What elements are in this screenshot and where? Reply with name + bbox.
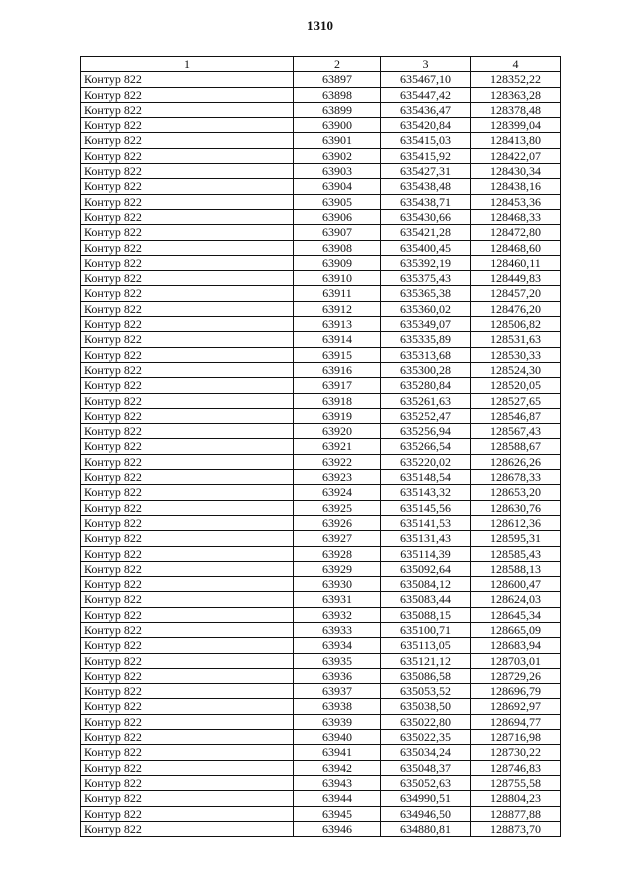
contour-name-cell: Контур 822: [81, 179, 294, 194]
contour-name-cell: Контур 822: [81, 148, 294, 163]
table-row: [81, 347, 561, 362]
y-coordinate-cell: 128694,77: [471, 714, 561, 729]
table-row: [81, 806, 561, 821]
contour-name-cell: Контур 822: [81, 546, 294, 561]
table-row: [81, 332, 561, 347]
y-coordinate-cell: 128453,36: [471, 194, 561, 209]
table-row: [81, 164, 561, 179]
x-coordinate-cell: 635447,42: [381, 87, 471, 102]
contour-name-cell: Контур 822: [81, 393, 294, 408]
contour-name-cell: Контур 822: [81, 301, 294, 316]
point-number-cell: 63909: [294, 255, 381, 270]
table-row: [81, 577, 561, 592]
point-number-cell: 63900: [294, 118, 381, 133]
x-coordinate-cell: 635335,89: [381, 332, 471, 347]
table-row: [81, 684, 561, 699]
y-coordinate-cell: 128729,26: [471, 668, 561, 683]
point-number-cell: 63930: [294, 577, 381, 592]
x-coordinate-cell: 635048,37: [381, 760, 471, 775]
coordinates-table: [80, 56, 561, 837]
header-col-3: 3: [381, 57, 471, 72]
point-number-cell: 63919: [294, 408, 381, 423]
y-coordinate-cell: 128468,60: [471, 240, 561, 255]
x-coordinate-cell: 635252,47: [381, 408, 471, 423]
point-number-cell: 63898: [294, 87, 381, 102]
point-number-cell: 63921: [294, 439, 381, 454]
table-row: [81, 179, 561, 194]
contour-name-cell: Контур 822: [81, 347, 294, 362]
y-coordinate-cell: 128683,94: [471, 638, 561, 653]
y-coordinate-cell: 128873,70: [471, 821, 561, 836]
contour-name-cell: Контур 822: [81, 531, 294, 546]
y-coordinate-cell: 128600,47: [471, 577, 561, 592]
point-number-cell: 63915: [294, 347, 381, 362]
point-number-cell: 63931: [294, 592, 381, 607]
y-coordinate-cell: 128546,87: [471, 408, 561, 423]
table-row: [81, 607, 561, 622]
table-row: [81, 102, 561, 117]
table-row: [81, 515, 561, 530]
y-coordinate-cell: 128413,80: [471, 133, 561, 148]
point-number-cell: 63936: [294, 668, 381, 683]
y-coordinate-cell: 128527,65: [471, 393, 561, 408]
x-coordinate-cell: 635438,48: [381, 179, 471, 194]
point-number-cell: 63918: [294, 393, 381, 408]
x-coordinate-cell: 635143,32: [381, 485, 471, 500]
point-number-cell: 63922: [294, 454, 381, 469]
x-coordinate-cell: 635083,44: [381, 592, 471, 607]
x-coordinate-cell: 635415,92: [381, 148, 471, 163]
contour-name-cell: Контур 822: [81, 638, 294, 653]
x-coordinate-cell: 635420,84: [381, 118, 471, 133]
table-row: [81, 378, 561, 393]
contour-name-cell: Контур 822: [81, 699, 294, 714]
x-coordinate-cell: 635034,24: [381, 745, 471, 760]
point-number-cell: 63943: [294, 775, 381, 790]
y-coordinate-cell: 128624,03: [471, 592, 561, 607]
table-row: [81, 470, 561, 485]
point-number-cell: 63940: [294, 730, 381, 745]
contour-name-cell: Контур 822: [81, 408, 294, 423]
point-number-cell: 63934: [294, 638, 381, 653]
contour-name-cell: Контур 822: [81, 607, 294, 622]
contour-name-cell: Контур 822: [81, 622, 294, 637]
x-coordinate-cell: 635100,71: [381, 622, 471, 637]
point-number-cell: 63926: [294, 515, 381, 530]
table-row: [81, 668, 561, 683]
y-coordinate-cell: 128585,43: [471, 546, 561, 561]
table-row: [81, 592, 561, 607]
point-number-cell: 63946: [294, 821, 381, 836]
y-coordinate-cell: 128626,26: [471, 454, 561, 469]
table-row: [81, 133, 561, 148]
y-coordinate-cell: 128531,63: [471, 332, 561, 347]
point-number-cell: 63901: [294, 133, 381, 148]
x-coordinate-cell: 635256,94: [381, 424, 471, 439]
y-coordinate-cell: 128399,04: [471, 118, 561, 133]
y-coordinate-cell: 128678,33: [471, 470, 561, 485]
y-coordinate-cell: 128378,48: [471, 102, 561, 117]
table-row: [81, 393, 561, 408]
table-row: [81, 72, 561, 87]
point-number-cell: 63908: [294, 240, 381, 255]
header-col-2: 2: [294, 57, 381, 72]
table-row: [81, 454, 561, 469]
table-row: [81, 622, 561, 637]
y-coordinate-cell: 128460,11: [471, 255, 561, 270]
table-row: [81, 760, 561, 775]
x-coordinate-cell: 635438,71: [381, 194, 471, 209]
contour-name-cell: Контур 822: [81, 653, 294, 668]
y-coordinate-cell: 128692,97: [471, 699, 561, 714]
x-coordinate-cell: 635022,80: [381, 714, 471, 729]
contour-name-cell: Контур 822: [81, 332, 294, 347]
y-coordinate-cell: 128363,28: [471, 87, 561, 102]
table-row: [81, 240, 561, 255]
point-number-cell: 63914: [294, 332, 381, 347]
point-number-cell: 63928: [294, 546, 381, 561]
table-row: [81, 271, 561, 286]
x-coordinate-cell: 635086,58: [381, 668, 471, 683]
y-coordinate-cell: 128506,82: [471, 317, 561, 332]
contour-name-cell: Контур 822: [81, 577, 294, 592]
point-number-cell: 63899: [294, 102, 381, 117]
x-coordinate-cell: 635052,63: [381, 775, 471, 790]
x-coordinate-cell: 635375,43: [381, 271, 471, 286]
table-body: [81, 72, 561, 837]
contour-name-cell: Контур 822: [81, 592, 294, 607]
y-coordinate-cell: 128457,20: [471, 286, 561, 301]
table-row: [81, 638, 561, 653]
point-number-cell: 63944: [294, 791, 381, 806]
table-row: [81, 821, 561, 836]
table-row: [81, 209, 561, 224]
table-row: [81, 424, 561, 439]
point-number-cell: 63939: [294, 714, 381, 729]
contour-name-cell: Контур 822: [81, 668, 294, 683]
contour-name-cell: Контур 822: [81, 271, 294, 286]
x-coordinate-cell: 635427,31: [381, 164, 471, 179]
x-coordinate-cell: 635220,02: [381, 454, 471, 469]
y-coordinate-cell: 128612,36: [471, 515, 561, 530]
table-row: [81, 194, 561, 209]
contour-name-cell: Контур 822: [81, 102, 294, 117]
x-coordinate-cell: 635114,39: [381, 546, 471, 561]
table-row: [81, 439, 561, 454]
x-coordinate-cell: 635360,02: [381, 301, 471, 316]
x-coordinate-cell: 635022,35: [381, 730, 471, 745]
y-coordinate-cell: 128730,22: [471, 745, 561, 760]
table-row: [81, 531, 561, 546]
contour-name-cell: Контур 822: [81, 378, 294, 393]
y-coordinate-cell: 128438,16: [471, 179, 561, 194]
y-coordinate-cell: 128430,34: [471, 164, 561, 179]
contour-name-cell: Контур 822: [81, 209, 294, 224]
x-coordinate-cell: 635261,63: [381, 393, 471, 408]
x-coordinate-cell: 635121,12: [381, 653, 471, 668]
table-row: [81, 87, 561, 102]
point-number-cell: 63923: [294, 470, 381, 485]
x-coordinate-cell: 635131,43: [381, 531, 471, 546]
y-coordinate-cell: 128449,83: [471, 271, 561, 286]
x-coordinate-cell: 635084,12: [381, 577, 471, 592]
table-header-row: [81, 57, 561, 72]
point-number-cell: 63941: [294, 745, 381, 760]
contour-name-cell: Контур 822: [81, 439, 294, 454]
table-row: [81, 730, 561, 745]
y-coordinate-cell: 128804,23: [471, 791, 561, 806]
contour-name-cell: Контур 822: [81, 485, 294, 500]
x-coordinate-cell: 635467,10: [381, 72, 471, 87]
header-col-4: 4: [471, 57, 561, 72]
point-number-cell: 63945: [294, 806, 381, 821]
y-coordinate-cell: 128567,43: [471, 424, 561, 439]
table-row: [81, 653, 561, 668]
point-number-cell: 63905: [294, 194, 381, 209]
x-coordinate-cell: 635430,66: [381, 209, 471, 224]
x-coordinate-cell: 634880,81: [381, 821, 471, 836]
contour-name-cell: Контур 822: [81, 133, 294, 148]
point-number-cell: 63935: [294, 653, 381, 668]
contour-name-cell: Контур 822: [81, 362, 294, 377]
point-number-cell: 63913: [294, 317, 381, 332]
point-number-cell: 63897: [294, 72, 381, 87]
table-row: [81, 408, 561, 423]
point-number-cell: 63929: [294, 561, 381, 576]
contour-name-cell: Контур 822: [81, 470, 294, 485]
x-coordinate-cell: 635392,19: [381, 255, 471, 270]
contour-name-cell: Контур 822: [81, 821, 294, 836]
x-coordinate-cell: 635113,05: [381, 638, 471, 653]
contour-name-cell: Контур 822: [81, 164, 294, 179]
point-number-cell: 63902: [294, 148, 381, 163]
point-number-cell: 63924: [294, 485, 381, 500]
y-coordinate-cell: 128476,20: [471, 301, 561, 316]
contour-name-cell: Контур 822: [81, 454, 294, 469]
table-row: [81, 546, 561, 561]
y-coordinate-cell: 128472,80: [471, 225, 561, 240]
y-coordinate-cell: 128755,58: [471, 775, 561, 790]
x-coordinate-cell: 635421,28: [381, 225, 471, 240]
x-coordinate-cell: 635300,28: [381, 362, 471, 377]
y-coordinate-cell: 128588,13: [471, 561, 561, 576]
contour-name-cell: Контур 822: [81, 118, 294, 133]
y-coordinate-cell: 128524,30: [471, 362, 561, 377]
x-coordinate-cell: 635400,45: [381, 240, 471, 255]
x-coordinate-cell: 634990,51: [381, 791, 471, 806]
table-row: [81, 561, 561, 576]
point-number-cell: 63927: [294, 531, 381, 546]
y-coordinate-cell: 128595,31: [471, 531, 561, 546]
contour-name-cell: Контур 822: [81, 500, 294, 515]
contour-name-cell: Контур 822: [81, 317, 294, 332]
y-coordinate-cell: 128746,83: [471, 760, 561, 775]
y-coordinate-cell: 128696,79: [471, 684, 561, 699]
contour-name-cell: Контур 822: [81, 87, 294, 102]
contour-name-cell: Контур 822: [81, 240, 294, 255]
contour-name-cell: Контур 822: [81, 714, 294, 729]
table-row: [81, 301, 561, 316]
point-number-cell: 63937: [294, 684, 381, 699]
contour-name-cell: Контур 822: [81, 561, 294, 576]
table-row: [81, 362, 561, 377]
y-coordinate-cell: 128352,22: [471, 72, 561, 87]
contour-name-cell: Контур 822: [81, 745, 294, 760]
table-row: [81, 118, 561, 133]
contour-name-cell: Контур 822: [81, 194, 294, 209]
table-row: [81, 148, 561, 163]
y-coordinate-cell: 128877,88: [471, 806, 561, 821]
x-coordinate-cell: 635145,56: [381, 500, 471, 515]
contour-name-cell: Контур 822: [81, 515, 294, 530]
point-number-cell: 63933: [294, 622, 381, 637]
y-coordinate-cell: 128716,98: [471, 730, 561, 745]
point-number-cell: 63916: [294, 362, 381, 377]
y-coordinate-cell: 128665,09: [471, 622, 561, 637]
y-coordinate-cell: 128703,01: [471, 653, 561, 668]
contour-name-cell: Контур 822: [81, 730, 294, 745]
x-coordinate-cell: 635313,68: [381, 347, 471, 362]
contour-name-cell: Контур 822: [81, 72, 294, 87]
table-row: [81, 225, 561, 240]
point-number-cell: 63903: [294, 164, 381, 179]
contour-name-cell: Контур 822: [81, 806, 294, 821]
x-coordinate-cell: 635092,64: [381, 561, 471, 576]
table-row: [81, 286, 561, 301]
page-number: 1310: [307, 18, 333, 33]
header-col-1: 1: [81, 57, 294, 72]
table-row: [81, 791, 561, 806]
point-number-cell: 63911: [294, 286, 381, 301]
x-coordinate-cell: 635349,07: [381, 317, 471, 332]
table-row: [81, 485, 561, 500]
y-coordinate-cell: 128653,20: [471, 485, 561, 500]
point-number-cell: 63907: [294, 225, 381, 240]
point-number-cell: 63938: [294, 699, 381, 714]
x-coordinate-cell: 635038,50: [381, 699, 471, 714]
y-coordinate-cell: 128468,33: [471, 209, 561, 224]
point-number-cell: 63917: [294, 378, 381, 393]
x-coordinate-cell: 635266,54: [381, 439, 471, 454]
point-number-cell: 63906: [294, 209, 381, 224]
point-number-cell: 63932: [294, 607, 381, 622]
point-number-cell: 63920: [294, 424, 381, 439]
x-coordinate-cell: 635141,53: [381, 515, 471, 530]
contour-name-cell: Контур 822: [81, 424, 294, 439]
x-coordinate-cell: 634946,50: [381, 806, 471, 821]
point-number-cell: 63910: [294, 271, 381, 286]
table-row: [81, 775, 561, 790]
contour-name-cell: Контур 822: [81, 286, 294, 301]
x-coordinate-cell: 635088,15: [381, 607, 471, 622]
x-coordinate-cell: 635053,52: [381, 684, 471, 699]
point-number-cell: 63912: [294, 301, 381, 316]
contour-name-cell: Контур 822: [81, 255, 294, 270]
y-coordinate-cell: 128630,76: [471, 500, 561, 515]
table-row: [81, 500, 561, 515]
x-coordinate-cell: 635148,54: [381, 470, 471, 485]
y-coordinate-cell: 128520,05: [471, 378, 561, 393]
contour-name-cell: Контур 822: [81, 791, 294, 806]
x-coordinate-cell: 635365,38: [381, 286, 471, 301]
y-coordinate-cell: 128645,34: [471, 607, 561, 622]
table-row: [81, 317, 561, 332]
point-number-cell: 63942: [294, 760, 381, 775]
contour-name-cell: Контур 822: [81, 775, 294, 790]
contour-name-cell: Контур 822: [81, 760, 294, 775]
y-coordinate-cell: 128422,07: [471, 148, 561, 163]
x-coordinate-cell: 635280,84: [381, 378, 471, 393]
table-row: [81, 745, 561, 760]
contour-name-cell: Контур 822: [81, 684, 294, 699]
point-number-cell: 63925: [294, 500, 381, 515]
y-coordinate-cell: 128588,67: [471, 439, 561, 454]
table-row: [81, 255, 561, 270]
x-coordinate-cell: 635436,47: [381, 102, 471, 117]
table-row: [81, 699, 561, 714]
y-coordinate-cell: 128530,33: [471, 347, 561, 362]
x-coordinate-cell: 635415,03: [381, 133, 471, 148]
point-number-cell: 63904: [294, 179, 381, 194]
contour-name-cell: Контур 822: [81, 225, 294, 240]
table-row: [81, 714, 561, 729]
